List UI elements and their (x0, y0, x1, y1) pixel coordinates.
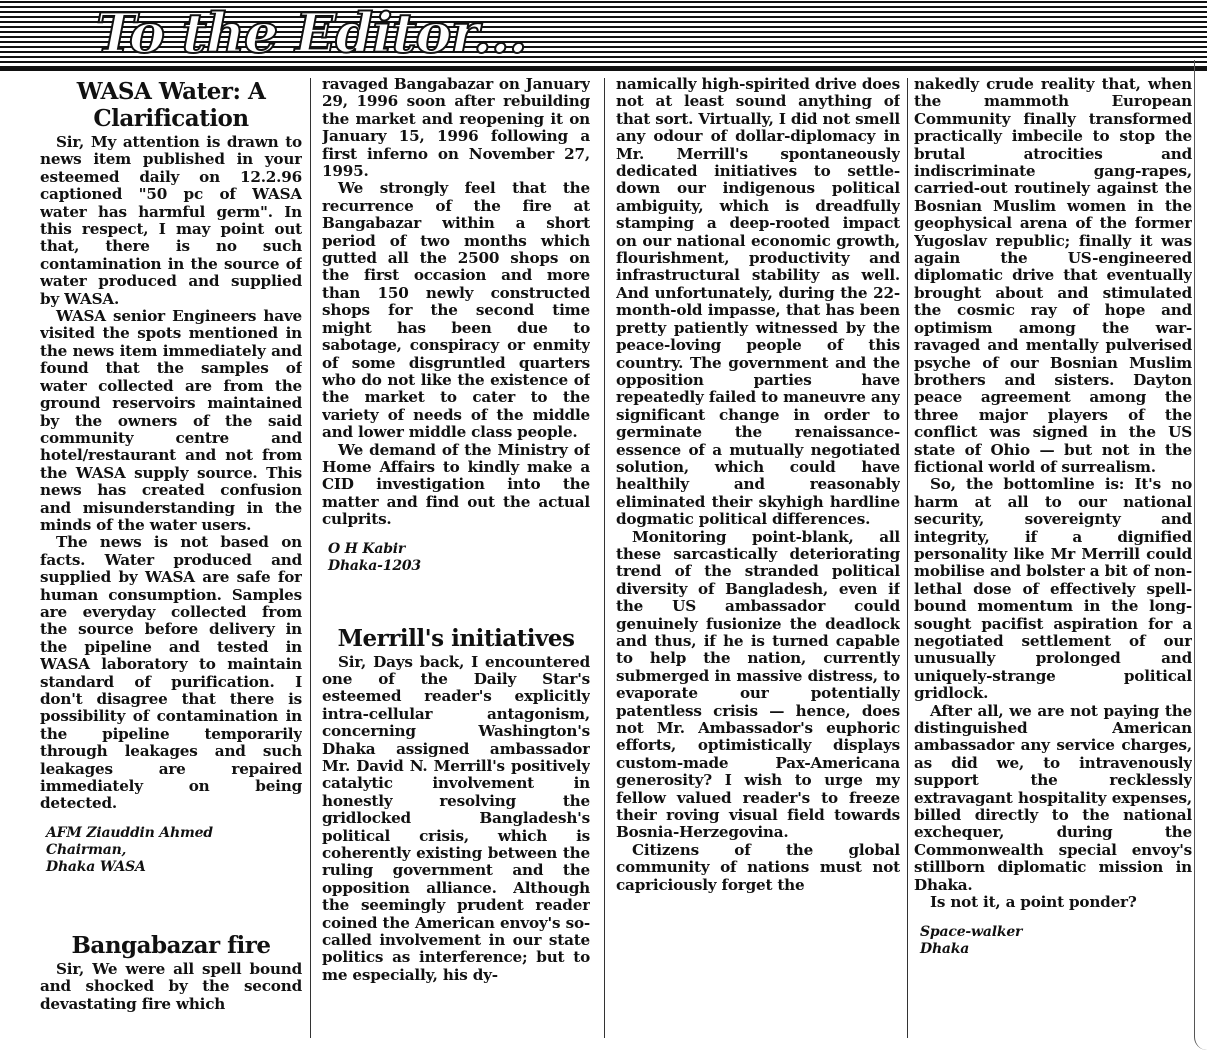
signature-name: Space-walker (920, 923, 1023, 940)
letter-paragraph: Sir, My attention is drawn to news item published in your esteemed daily on 12.2.96 captioned "50 pc of WASA water has harmful germ". In this respect, I may point out that, there is no such contamination in the source of water produced and supplied by WASA. (40, 133, 302, 308)
masthead-title: To the Editor... (96, 1, 527, 65)
letter-paragraph: WASA senior Engineers have visited the spots mentioned in the news item immediately and found that the samples of water collected are from the ground reservoirs maintained by the owners of the said community centre and hotel/restaurant and not from the WASA supply source. This news has created confusion and misunderstanding in the minds of the water users. (40, 307, 302, 534)
column-3 (616, 76, 900, 1042)
letter-paragraph: Sir, Days back, I encountered one of the Daily Star's esteemed reader's explicitly intra-cellular antagonism, concerning Washington's Dhaka assigned ambassador Mr. David N. Merrill's positively catalytic involvement in honestly resolving the gridlocked Bangladesh's political crisis, which is coherently existing between the ruling government and the opposition alliance. Although the seemingly prudent reader coined the American envoy's so-called involvement in our state politics as interference; but to me especially, his dy- (322, 652, 590, 984)
letter-paragraph: The news is not based on facts. Water produced and supplied by WASA are safe for human consumption. Samples are everyday collected from the source before delivery in the pipeline and tested in WASA laboratory to maintain standard of purification. I don't disagree that there is possibility of contamination in the pipeline temporarily through leakages and such leakages are repaired immediately on being detected. (40, 533, 302, 813)
letter-paragraph: Sir, We were all spell bound and shocked by the second devastating fire which (40, 959, 302, 1013)
column-rule (907, 78, 908, 1038)
signature-place: Dhaka-1203 (328, 557, 421, 574)
signature-name: O H Kabir (328, 540, 406, 557)
letter-headline: Bangabazar fire (71, 931, 271, 959)
letter-paragraph: After all, we are not paying the distinguished American ambassador any service charges, as did we, to intravenously support the recklessly extravagant hospitality expenses, billed directly to the national exchequer, during the Commonwealth special envoy's stillborn diplomatic mission in Dhaka. (914, 701, 1192, 894)
letter-headline: WASA Water: A Clarification (76, 78, 266, 132)
signature-title: Chairman, (46, 841, 127, 858)
column-rule (310, 78, 311, 1038)
letter-signature (920, 924, 1192, 958)
letter-paragraph: So, the bottomline is: It's no harm at all to our national security, sovereignty and integrity, if a dignified personality like Mr Merrill could mobilise and bolster a bit of non-lethal dose of effectively spell-bound momentum in the long-sought pacifist aspiration for a negotiated settlement of our unusually prolonged and uniquely-strange political gridlock. (914, 475, 1192, 703)
letter-signature (46, 825, 302, 876)
masthead-banner (0, 0, 1207, 71)
column-4 (914, 76, 1192, 1042)
page-edge-curve (1194, 60, 1207, 1050)
letter-signature (328, 541, 590, 575)
column-rule (604, 78, 605, 1038)
letter-paragraph: nakedly crude reality that, when the mammoth European Community finally transformed practically imbecile to stop the brutal atrocities and indiscriminate gang-rapes, carried-out routinely against the Bosnian Muslim women in the geophysical arena of the former Yugoslav republic; finally it was again the US-engineered diplomatic drive that eventually brought about and stimulated the cosmic ray of hope and optimism among the war-ravaged and mentally pulverised psyche of our Bosnian Muslim brothers and sisters. Dayton peace agreement among the three major players of the conflict was signed in the US state of Ohio — but not in the fictional world of surrealism. (914, 76, 1192, 476)
signature-org: Dhaka WASA (46, 858, 146, 875)
letter-paragraph: ravaged Bangabazar on January 29, 1996 soon after rebuilding the market and reopening it on January 15, 1996 following a first inferno on November 27, 1995. (322, 76, 590, 181)
letter-paragraph: namically high-spirited drive does not at least sound anything of that sort. Virtually, I did not smell any odour of dollar-diplomacy in Mr. Merrill's spontaneously dedicated initiatives to settle-down our indigenous political ambiguity, which is dreadfully stamping a deep-rooted impact on our national economic growth, flourishment, productivity and infrastructural stability as well. And unfortunately, during the 22-month-old impasse, that has been pretty patiently witnessed by the peace-loving people of this country. The government and the opposition parties have repeatedly failed to maneuvre any significant change in order to germinate the renaissance-essence of a mutually negotiated solution, which could have healthily and reasonably eliminated their skyhigh hardline dogmatic political differences. (616, 76, 900, 529)
letter-paragraph: Is not it, a point ponder? (930, 893, 1137, 912)
column-2 (322, 76, 590, 1042)
letter-paragraph: Monitoring point-blank, all these sarcastically deteriorating trend of the stranded political diversity of Bangladesh, even if the US ambassador could genuinely fusionize the deadlock and thus, if he is turned capable to help the nation, currently submerged in massive distress, to evaporate our potentially patentless crisis — hence, does not Mr. Ambassador's euphoric efforts, optimistically displays custom-made Pax-Americana generosity? I wish to urge my fellow valued reader's to freeze their roving visual field towards Bosnia-Herzegovina. (616, 527, 900, 842)
letter-paragraph: Citizens of the global community of nations must not capriciously forget the (616, 840, 900, 894)
letter-headline: Merrill's initiatives (337, 624, 575, 652)
signature-name: AFM Ziauddin Ahmed (46, 824, 213, 841)
letter-paragraph: We strongly feel that the recurrence of the fire at Bangabazar within a short period of two months which gutted all the 2500 shops on the first occasion and more than 150 newly constructed shops for the second time might has been due to sabotage, conspiracy or enmity of some disgruntled quarters who do not like the existence of the market to cater to the variety of needs of the middle and lower middle class people. (322, 179, 590, 442)
letter-paragraph: We demand of the Ministry of Home Affairs to kindly make a CID investigation into the matter and find out the actual culprits. (322, 440, 590, 529)
column-1 (40, 76, 302, 1042)
signature-place: Dhaka (920, 940, 970, 957)
